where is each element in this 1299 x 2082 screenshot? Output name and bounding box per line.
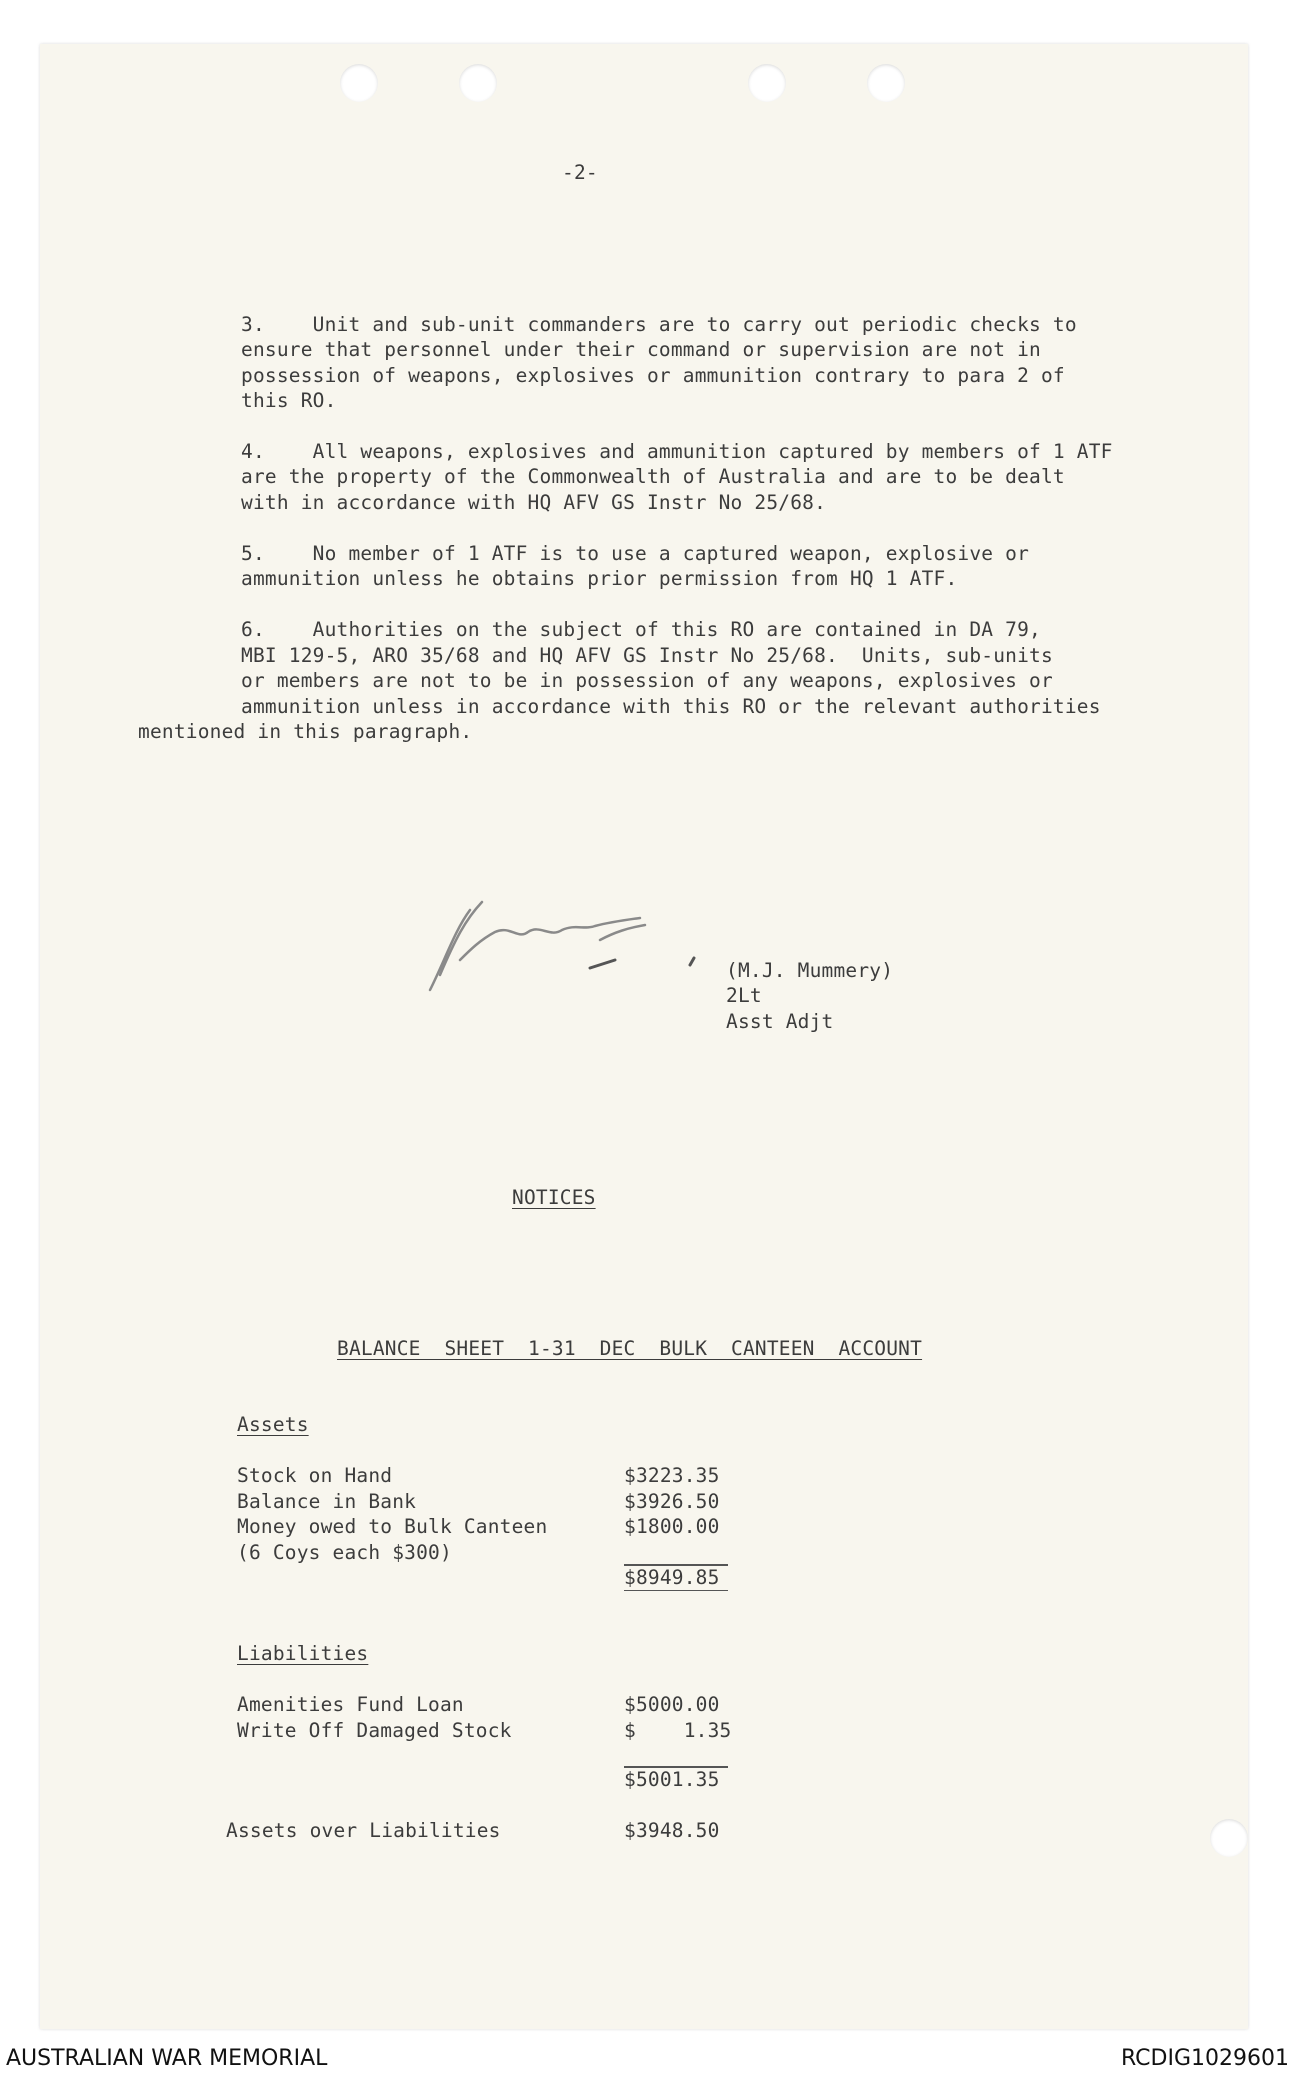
assets-total: $8949.85 (624, 1566, 720, 1589)
footer-left: AUSTRALIAN WAR MEMORIAL (6, 2046, 328, 2071)
liabilities-heading: Liabilities (237, 1642, 369, 1665)
text-line: ensure that personnel under their command or supervision are not in (241, 338, 1041, 361)
text-line: ammunition unless he obtains prior permission from HQ 1 ATF. (241, 567, 958, 590)
notices-heading: NOTICES (512, 1186, 596, 1209)
text-line: mentioned in this paragraph. (138, 720, 473, 743)
asset-amount: $3926.50 (624, 1490, 720, 1513)
liabilities-total: $5001.35 (624, 1768, 720, 1791)
liability-amount: $ 1.35 (624, 1719, 732, 1742)
text-line: with in accordance with HQ AFV GS Instr No 25/68. (241, 491, 827, 514)
text-line: 5. No member of 1 ATF is to use a captured weapon, explosive or (241, 542, 1030, 565)
text-line: this RO. (241, 389, 337, 412)
asset-label: Balance in Bank (237, 1490, 417, 1513)
signatory-name: (M.J. Mummery) (726, 959, 894, 982)
page-number: -2- (562, 161, 598, 184)
text-line: or members are not to be in possession of any weapons, explosives or (241, 669, 1053, 692)
text-line: 6. Authorities on the subject of this RO are contained in DA 79, (241, 618, 1041, 641)
text-line: possession of weapons, explosives or ammunition contrary to para 2 of (241, 364, 1065, 387)
liability-label: Write Off Damaged Stock (237, 1719, 512, 1742)
handwritten-signature (400, 880, 700, 1000)
punch-hole (748, 64, 786, 102)
punch-hole (867, 64, 905, 102)
signatory-rank: 2Lt (726, 984, 762, 1007)
total-underline (624, 1590, 728, 1591)
text-line: 3. Unit and sub-unit commanders are to carry out periodic checks to (241, 313, 1077, 336)
net-amount: $3948.50 (624, 1819, 720, 1842)
text-line: MBI 129-5, ARO 35/68 and HQ AFV GS Instr No 25/68. Units, sub-units (241, 644, 1053, 667)
signatory-appointment: Asst Adjt (726, 1010, 834, 1033)
punch-hole (459, 64, 497, 102)
asset-amount: $3223.35 (624, 1464, 720, 1487)
balance-sheet-title: BALANCE SHEET 1-31 DEC BULK CANTEEN ACCOUNT (337, 1337, 923, 1360)
asset-label: Money owed to Bulk Canteen (237, 1515, 548, 1538)
assets-heading: Assets (237, 1413, 309, 1436)
punch-hole (1210, 1819, 1248, 1857)
liability-label: Amenities Fund Loan (237, 1693, 464, 1716)
asset-amount: $1800.00 (624, 1515, 720, 1538)
asset-label: (6 Coys each $300) (237, 1541, 452, 1564)
text-line: ammunition unless in accordance with this RO or the relevant authorities (241, 695, 1101, 718)
text-line: 4. All weapons, explosives and ammunition captured by members of 1 ATF (241, 440, 1113, 463)
liability-amount: $5000.00 (624, 1693, 720, 1716)
net-label: Assets over Liabilities (226, 1819, 501, 1842)
text-line: are the property of the Commonwealth of Australia and are to be dealt (241, 465, 1065, 488)
punch-hole (340, 64, 378, 102)
asset-label: Stock on Hand (237, 1464, 393, 1487)
footer-right: RCDIG1029601 (1120, 2046, 1289, 2071)
